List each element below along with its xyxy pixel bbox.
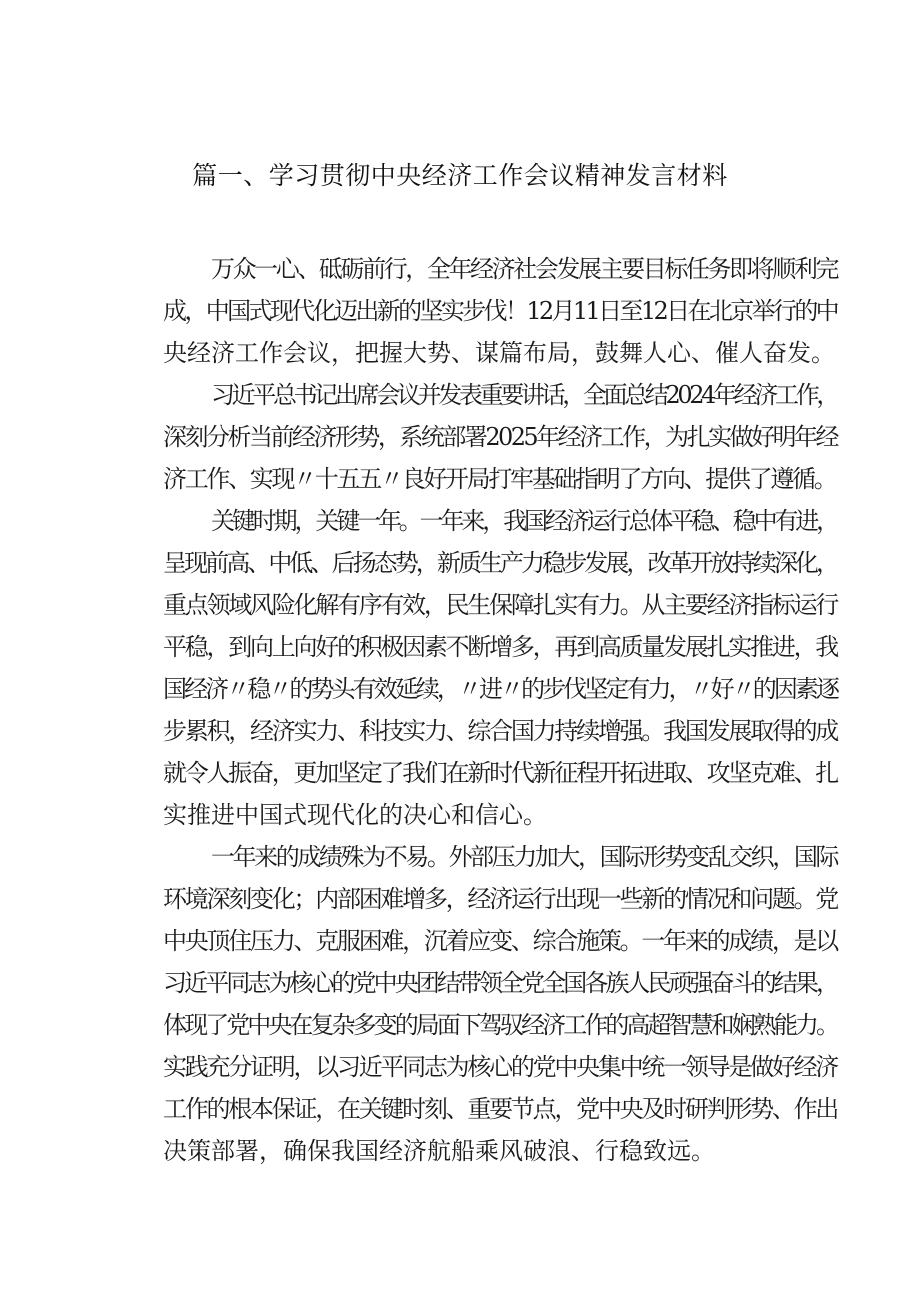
text-line: 成，中国式现代化迈出新的坚实步伐！12月11日至12日在北京举行的中	[163, 297, 837, 325]
text-line: 平稳，到向上向好的积极因素不断增多，再到高质量发展扎实推进，我	[163, 633, 837, 661]
text-line: 中央顶住压力、克服困难，沉着应变、综合施策。一年来的成绩，是以	[163, 927, 837, 955]
text-line: 国经济〃稳〃的势头有效延续，〃进〃的步伐坚定有力，〃好〃的因素逐	[163, 675, 837, 703]
text-line: 习近平同志为核心的党中央团结带领全党全国各族人民顽强奋斗的结果，	[163, 969, 837, 997]
text-line: 深刻分析当前经济形势，系统部署2025年经济工作，为扎实做好明年经	[163, 423, 837, 451]
document-title: 篇一、学习贯彻中央经济工作会议精神发言材料	[192, 161, 728, 190]
text-line: 习近平总书记出席会议并发表重要讲话，全面总结2024年经济工作，	[211, 381, 837, 409]
text-line: 实践充分证明，以习近平同志为核心的党中央集中统一领导是做好经济	[163, 1053, 837, 1081]
text-line: 一年来的成绩殊为不易。外部压力加大，国际形势变乱交织，国际	[211, 843, 837, 871]
text-line: 决策部署，确保我国经济航船乘风破浪、行稳致远。	[163, 1137, 715, 1165]
text-line: 环境深刻变化；内部困难增多，经济运行出现一些新的情况和问题。党	[163, 885, 837, 913]
text-line: 重点领域风险化解有序有效，民生保障扎实有力。从主要经济指标运行	[163, 591, 837, 619]
text-line: 就令人振奋，更加坚定了我们在新时代新征程开拓进取、攻坚克难、扎	[163, 759, 837, 787]
text-line: 步累积，经济实力、科技实力、综合国力持续增强。我国发展取得的成	[163, 717, 837, 745]
text-line: 济工作、实现〃十五五〃良好开局打牢基础指明了方向、提供了遵循。	[163, 465, 836, 493]
text-line: 体现了党中央在复杂多变的局面下驾驭经济工作的高超智慧和娴熟能力。	[163, 1011, 837, 1039]
paragraph-1	[115, 248, 837, 374]
text-line: 呈现前高、中低、后扬态势，新质生产力稳步发展，改革开放持续深化，	[163, 549, 837, 577]
paragraph-2	[115, 374, 837, 500]
text-line: 万众一心、砥砺前行，全年经济社会发展主要目标任务即将顺利完	[211, 255, 837, 283]
paragraph-4	[115, 836, 837, 1172]
text-line: 实推进中国式现代化的决心和信心。	[163, 801, 547, 829]
text-line: 工作的根本保证，在关键时刻、重要节点，党中央及时研判形势、作出	[163, 1095, 837, 1123]
text-line: 央经济工作会议，把握大势、谋篇布局，鼓舞人心、催人奋发。	[163, 339, 835, 367]
text-line: 关键时期，关键一年。一年来，我国经济运行总体平稳、稳中有进，	[211, 507, 837, 535]
paragraph-3	[115, 500, 837, 836]
document-body	[115, 248, 837, 1172]
